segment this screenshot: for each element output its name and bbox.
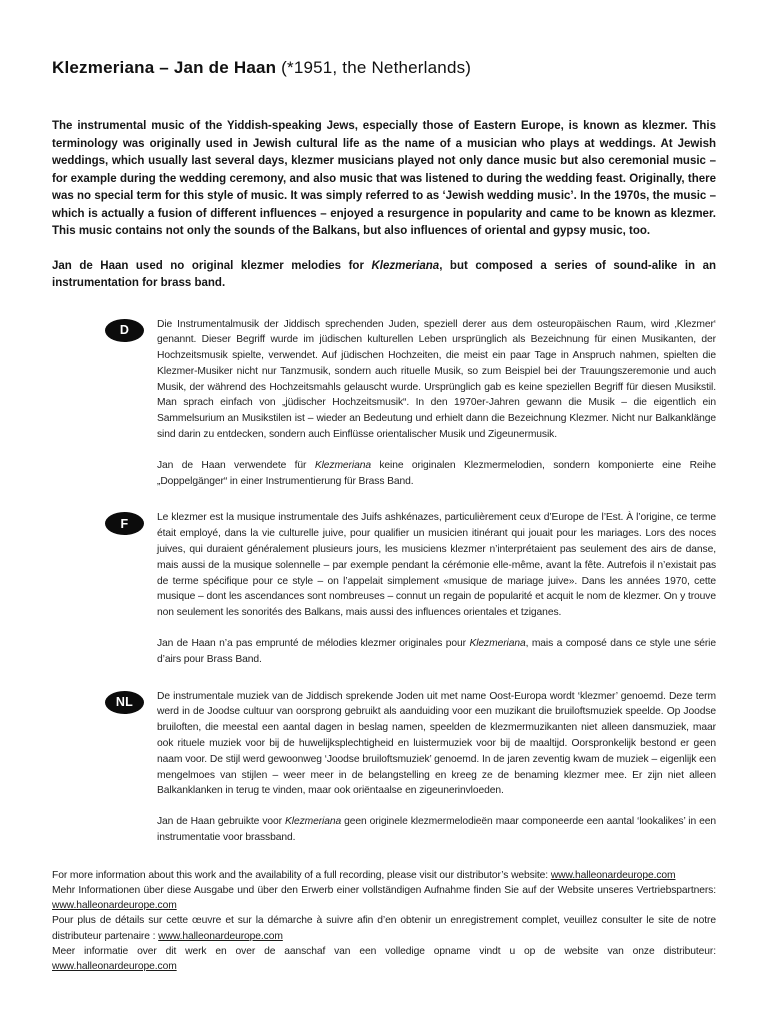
section-french <box>105 510 716 667</box>
french-paragraph-2-text: Jan de Haan n’a pas emprunté de mélodies klezmer originales pour <box>157 638 470 650</box>
french-paragraph-1: Le klezmer est la musique instrumentale des Juifs ashkénazes, particulièrement ceux d’Europe de l’Est. À l’origine, ce terme était employé, dans la vie culturelle juive, pour qualifier un musicien itinérant qui jouait pour les mariages. Lors des noces juives, qui duraient généralement plusieurs jours, les musiciens klezmer n’interprétaient pas seulement des airs de danse, mais aussi de la musique solennelle – par exemple pendant la cérémonie elle-même, avant la fête. Autrefois il n’existait pas de terme spécifique pour ce style – on l’appelait simplement «musique de mariage juive». Dans les années 1970, cette musique – dont les ascendances sont nombreuses – connut un regain de popularité et acquit le nom de klezmer. On y trouve non seulement les sonorités des Balkans, mais aussi des influences orientales et tziganes. <box>157 512 716 619</box>
distributor-link-dutch[interactable]: www.halleonardeurope.com <box>52 961 177 973</box>
dutch-paragraph-2 <box>157 814 716 846</box>
french-language-badge: F <box>105 512 144 535</box>
footer-dutch-text: Meer informatie over dit werk en over de aanschaf van een volledige opname vindt u op de website van onze distributeur: <box>52 945 716 957</box>
work-title-italic: Klezmeriana <box>314 459 371 471</box>
english-intro <box>52 118 716 293</box>
distributor-footer <box>52 868 716 992</box>
german-paragraph-2 <box>157 458 716 490</box>
footer-line-german <box>52 883 716 913</box>
dutch-paragraph-2-text-after: geen originele klezmermelodieën maar componeerde een aantal ‘lookalikes’ in een instrumentatie voor brassband. <box>157 816 717 844</box>
english-paragraph-2 <box>52 258 716 293</box>
dutch-text <box>157 689 716 846</box>
distributor-link-french[interactable]: www.halleonardeurope.com <box>158 930 283 942</box>
page-title <box>52 58 716 78</box>
work-title-italic: Klezmeriana <box>469 638 526 650</box>
footer-english-text: For more information about this work and the availability of a full recording, please visit our distributor’s website: <box>52 869 551 881</box>
distributor-link-german[interactable]: www.halleonardeurope.com <box>52 900 177 912</box>
title-work-composer: Klezmeriana – Jan de Haan <box>52 58 277 77</box>
english-paragraph-2-text: Jan de Haan used no original klezmer melodies for <box>52 259 372 272</box>
footer-line-french <box>52 913 716 943</box>
footer-french-text: Pour plus de détails sur cette œuvre et sur la démarche à suivre afin d’en obtenir un enregistrement complet, veuillez consulter le site de notre distributeur partenaire : <box>52 915 716 942</box>
german-text <box>157 317 716 490</box>
work-title-italic: Klezmeriana <box>284 816 342 828</box>
english-paragraph-2-text-after: , but composed a series of sound-alike in an instrumentation for brass band. <box>52 259 716 289</box>
dutch-paragraph-2-text: Jan de Haan gebruikte voor <box>157 816 285 828</box>
english-paragraph-1: The instrumental music of the Yiddish-speaking Jews, especially those of Eastern Europe, is known as klezmer. This terminology was originally used in Jewish cultural life as the name of a musician who plays at weddings. At Jewish weddings, which usually last several days, klezmer musicians played not only dance music but also ceremonial music – for example during the wedding ceremony, and also music that was listened to during the wedding feast. Originally, there was no special term for this style of music. It was simply referred to as ‘Jewish wedding music’. In the 1970s, the music – which is actually a fusion of different influences – enjoyed a resurgence in popularity and came to be known as klezmer. This music contains not only the sounds of the Balkans, but also influences of oriental and gypsy music, too. <box>52 120 716 237</box>
french-text <box>157 510 716 667</box>
german-paragraph-1: Die Instrumentalmusik der Jiddisch sprechenden Juden, speziell derer aus dem osteuropäischen Raum, wird ‚Klezmer‘ genannt. Dieser Begriff wurde im jüdischen kulturellen Leben ursprünglich als Bezeichnung für einen Musikanten, der Hochzeitsmusik spielte, verwendet. Auf jüdischen Hochzeiten, die meist ein paar Tage in Anspruch nahmen, spielten die Klezmer-Musiker nicht nur Tanzmusik, sondern auch rituelle Musik, so zum Beispiel bei der Trauungszeremonie und auch Musik, der während des Hochzeitsmahls gelauscht wurde. Ursprünglich gab es keine speziellen Begriff für diesen Musikstil. Man sprach einfach von „jüdischer Hochzeitsmusik“. In den 1970er-Jahren gewann die Musik – die eigentlich ein Sammelsurium an Musikstilen ist – wieder an Bedeutung und erhielt dann die Bezeichnung Klezmer. Nicht nur Balkanklänge sind darin zu entdecken, sondern auch Einflüsse orientalischer Musik und Zigeunermusik. <box>157 318 716 441</box>
translations <box>52 317 716 846</box>
title-composer-details: (*1951, the Netherlands) <box>276 58 472 77</box>
german-language-badge: D <box>105 319 144 342</box>
french-paragraph-2 <box>157 636 716 668</box>
section-dutch <box>105 689 716 846</box>
footer-line-dutch <box>52 944 716 974</box>
french-paragraph-2-text-after: , mais a composé dans ce style une série d’airs pour Brass Band. <box>157 638 716 665</box>
work-title-italic: Klezmeriana <box>371 259 440 272</box>
german-paragraph-2-text-after: keine originalen Klezmermelodien, sondern komponierte eine Reihe „Doppelgänger“ in einer Instrumentierung für Brass Band. <box>157 459 716 487</box>
footer-german-text: Mehr Informationen über diese Ausgabe und über den Erwerb einer vollständigen Aufnahme finden Sie auf der Website unseres Vertriebspartners: <box>52 885 716 897</box>
dutch-paragraph-1: De instrumentale muziek van de Jiddisch sprekende Joden uit met name Oost-Europa wordt ‘klezmer’ genoemd. Deze term werd in de Joodse cultuur van oorsprong gebruikt als aanduiding voor een muzikant die bruiloftsmuziek speelde. Op Joodse bruiloften, die meestal een aantal dagen in beslag namen, speelden de klezmermuzikanten niet alleen dansmuziek, maar ook rituele muziek voor bij de huwelijksplechtigheid en luistermuziek voor bij de maaltijd. Oorspronkelijk bestond er geen naam voor. De stijl werd gewoonweg ‘Joodse bruiloftsmuziek’ genoemd. In de jaren zeventig kwam de muziek – eigenlijk een mengelmoes van stijlen – weer meer in de belangstelling en kreeg ze de benaming klezmer mee. Er zijn niet alleen Balkanklanken in terug te vinden, maar ook oriëntaalse en zigeunerinvloeden. <box>157 690 716 797</box>
footer-line-english <box>52 868 716 883</box>
german-paragraph-2-text: Jan de Haan verwendete für <box>157 459 315 471</box>
dutch-language-badge: NL <box>105 691 144 714</box>
distributor-link-english[interactable]: www.halleonardeurope.com <box>550 869 676 881</box>
section-german <box>105 317 716 490</box>
